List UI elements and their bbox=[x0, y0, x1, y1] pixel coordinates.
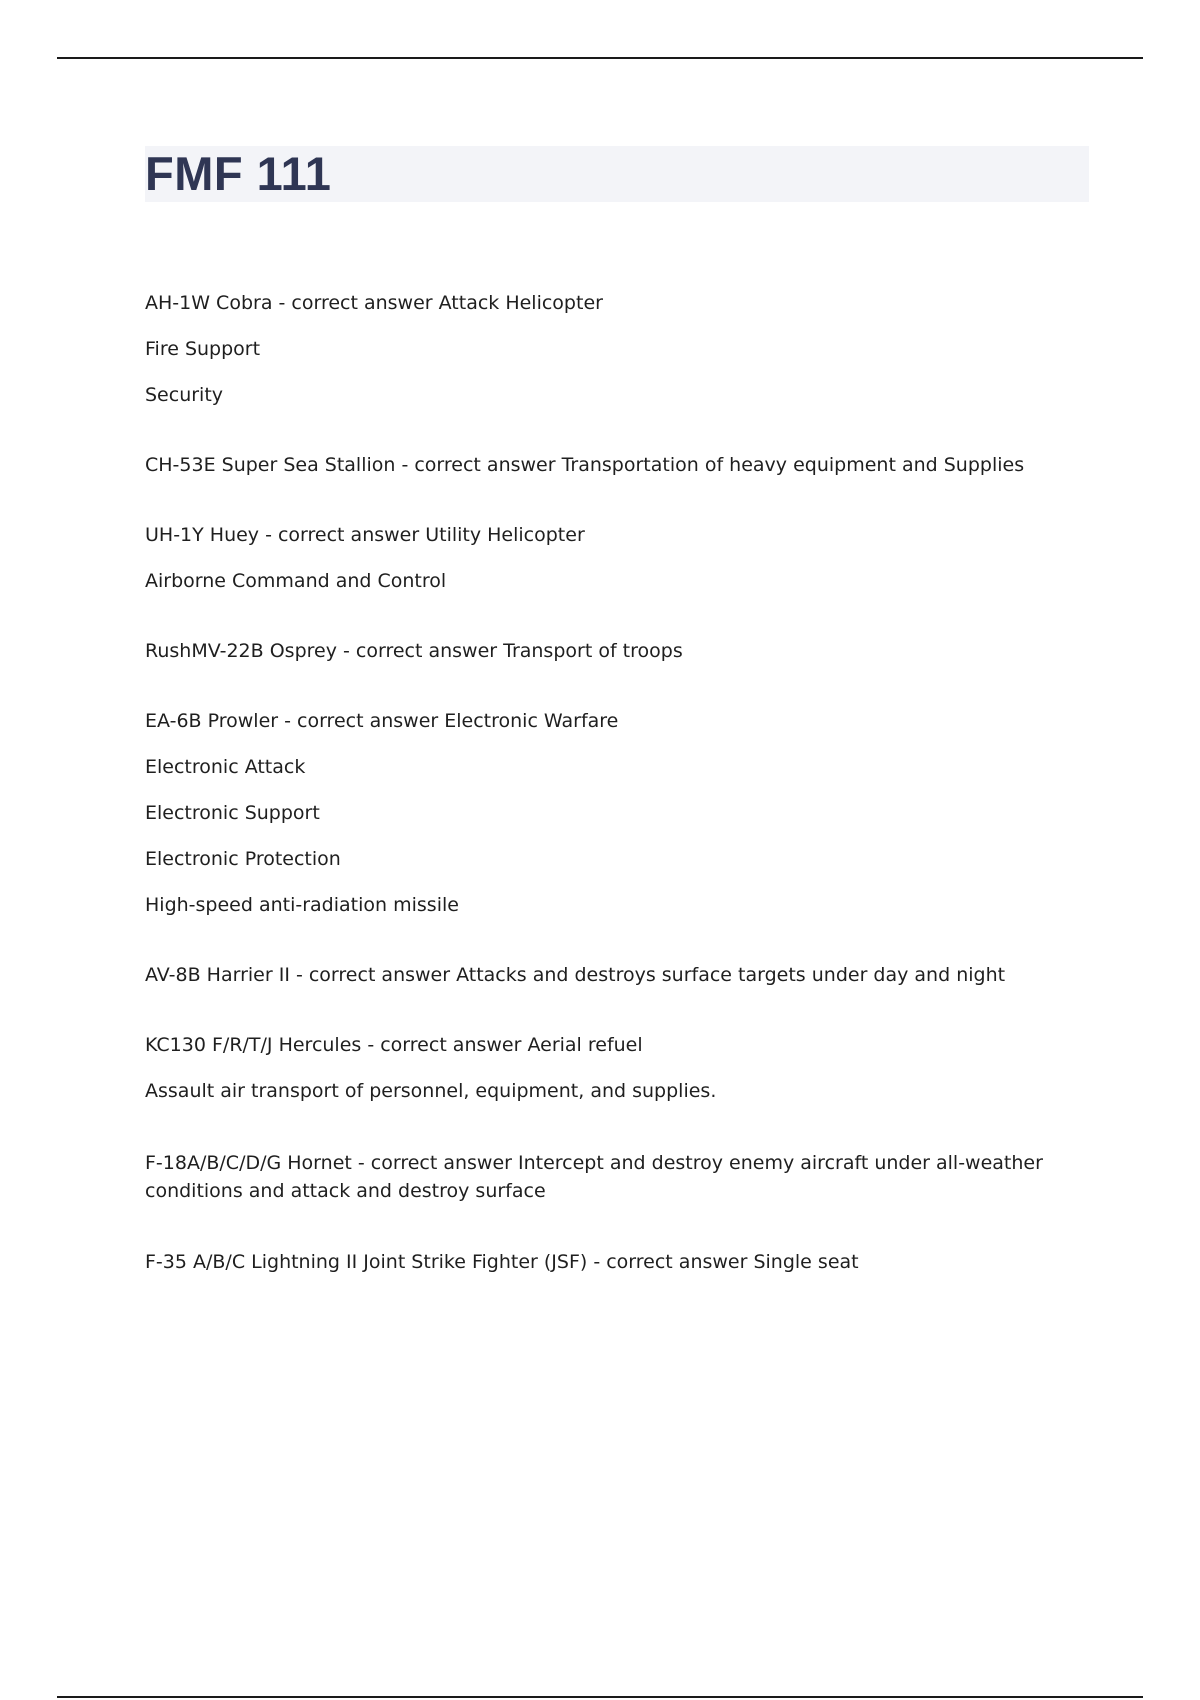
footer-divider bbox=[57, 1696, 1143, 1698]
card-question-answer: F-35 A/B/C Lightning II Joint Strike Fighter (JSF) - correct answer Single seat bbox=[145, 1251, 859, 1273]
card-question-answer: RushMV-22B Osprey - correct answer Transport of troops bbox=[145, 640, 683, 662]
card-answer-line: Assault air transport of personnel, equipment, and supplies. bbox=[145, 1080, 717, 1102]
flashcard-av-8b bbox=[145, 963, 1045, 988]
card-answer-line: Electronic Support bbox=[145, 802, 320, 824]
card-answer-line: Electronic Protection bbox=[145, 848, 341, 870]
flashcard-ah-1w bbox=[145, 291, 1045, 408]
card-answer-line: Electronic Attack bbox=[145, 756, 306, 778]
document-title: FMF 111 bbox=[145, 147, 332, 200]
card-question-answer: F-18A/B/C/D/G Hornet - correct answer Intercept and destroy enemy aircraft under all-weather conditions and attack and destroy surface bbox=[145, 1152, 1043, 1202]
flashcard-uh-1y bbox=[145, 523, 1045, 594]
card-question-answer: AH-1W Cobra - correct answer Attack Helicopter bbox=[145, 292, 603, 314]
card-answer-line: Airborne Command and Control bbox=[145, 570, 447, 592]
card-question-answer: CH-53E Super Sea Stallion - correct answer Transportation of heavy equipment and Supplies bbox=[145, 454, 1025, 476]
card-question-answer: KC130 F/R/T/J Hercules - correct answer Aerial refuel bbox=[145, 1034, 643, 1056]
card-answer-line: Fire Support bbox=[145, 338, 261, 360]
flashcard-ch-53e bbox=[145, 453, 1045, 478]
flashcard-list bbox=[145, 291, 1045, 1320]
flashcard-f-35 bbox=[145, 1250, 1045, 1275]
flashcard-f-18 bbox=[145, 1149, 1045, 1205]
card-question-answer: AV-8B Harrier II - correct answer Attacks and destroys surface targets under day and night bbox=[145, 964, 1006, 986]
card-question-answer: EA-6B Prowler - correct answer Electronic Warfare bbox=[145, 710, 619, 732]
card-answer-line: Security bbox=[145, 384, 224, 406]
card-answer-line: High-speed anti-radiation missile bbox=[145, 894, 459, 916]
flashcard-kc130 bbox=[145, 1033, 1045, 1104]
flashcard-ea-6b bbox=[145, 709, 1045, 918]
flashcard-mv-22b bbox=[145, 639, 1045, 664]
header-divider bbox=[57, 57, 1143, 59]
card-question-answer: UH-1Y Huey - correct answer Utility Helicopter bbox=[145, 524, 585, 546]
